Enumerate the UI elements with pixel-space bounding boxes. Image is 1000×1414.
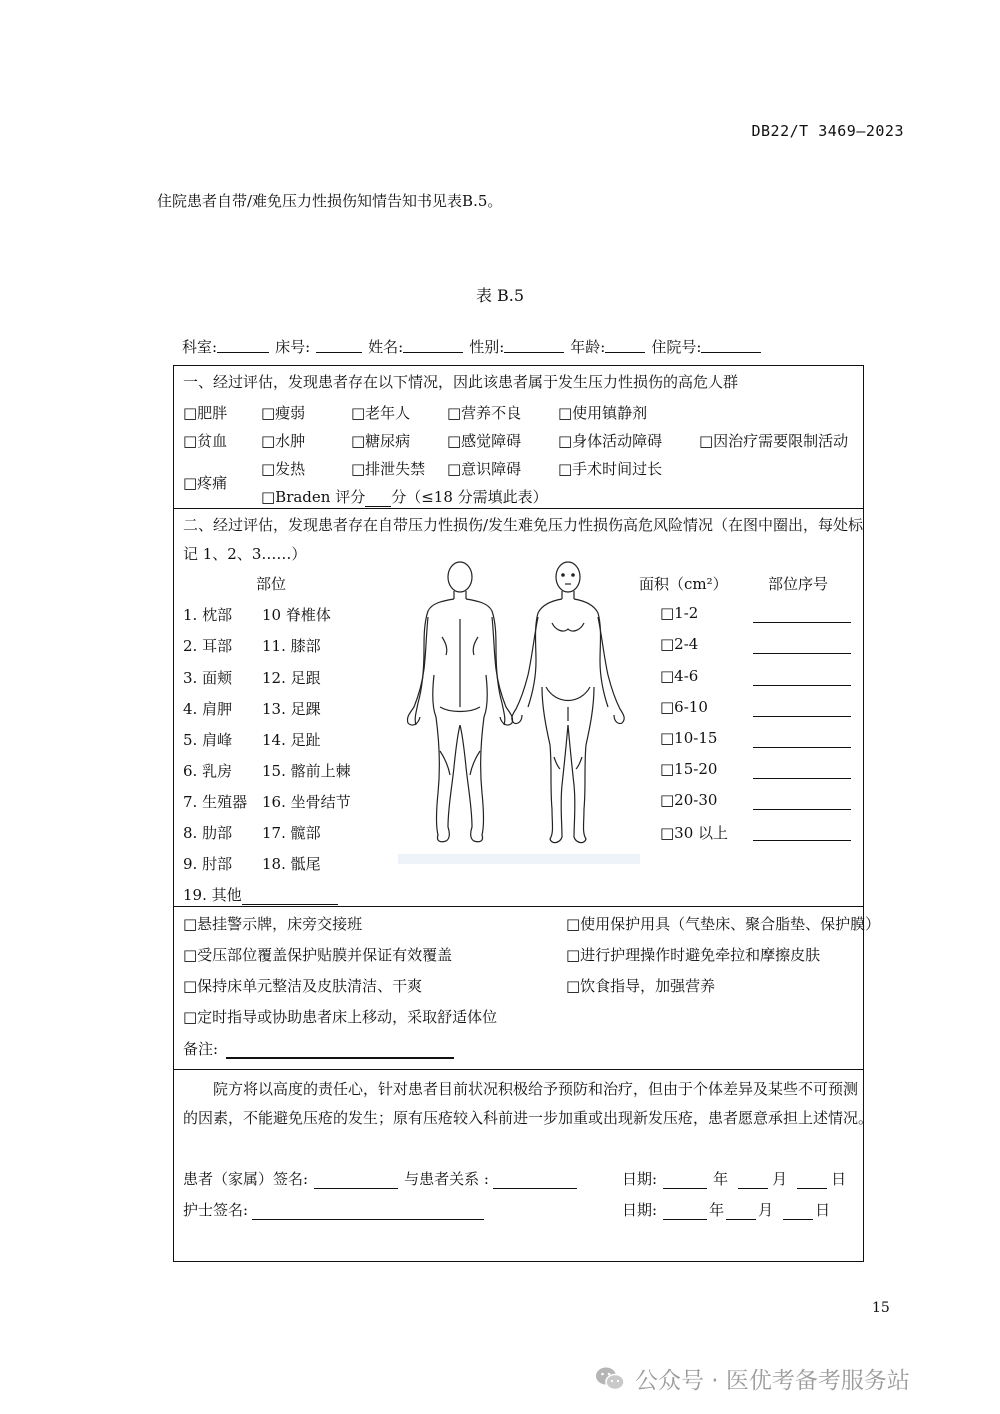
wechat-icon	[595, 1366, 625, 1392]
seq-blank[interactable]	[753, 670, 851, 686]
watermark	[595, 1362, 910, 1395]
site-item: 11. 膝部	[262, 637, 321, 655]
option-thin[interactable]: □瘦弱	[261, 404, 306, 422]
site-item: 5. 肩峰	[183, 731, 233, 749]
risk-factors-section	[174, 366, 863, 509]
measure-option[interactable]: □定时指导或协助患者床上移动，采取舒适体位	[183, 1008, 498, 1026]
seq-blank[interactable]	[753, 825, 851, 841]
relation-blank[interactable]	[493, 1173, 577, 1189]
nurse-signature-row	[183, 1199, 484, 1220]
seq-blank[interactable]	[753, 763, 851, 779]
dept-label: 科室:	[182, 338, 218, 356]
option-incontinence[interactable]: □排泄失禁	[351, 460, 426, 478]
option-activity-limit[interactable]: □因治疗需要限制活动	[699, 432, 849, 450]
body-front-view	[512, 562, 624, 843]
informed-consent-form	[173, 365, 881, 1262]
bed-blank[interactable]	[316, 336, 362, 353]
page-number: 15	[872, 1300, 890, 1316]
bed-label: 床号:	[275, 338, 311, 356]
date-label: 日期:	[622, 1170, 658, 1188]
site-header: 部位	[256, 575, 287, 593]
site-item: 18. 骶尾	[262, 855, 321, 873]
braden-label: □Braden 评分	[261, 488, 366, 506]
section2-title-line1: 二、经过评估，发现患者存在自带压力性损伤/发生难免压力性损伤高危风险情况（在图中圈出，每处标	[183, 516, 864, 534]
nurse-sign-label: 护士签名:	[183, 1201, 249, 1219]
site-item: 13. 足踝	[262, 700, 321, 718]
day-label: 日	[815, 1201, 831, 1219]
site-item: 9. 肘部	[183, 855, 233, 873]
day-label: 日	[831, 1170, 847, 1188]
option-fever[interactable]: □发热	[261, 460, 306, 478]
statement-line2: 的因素，不能避免压疮的发生；原有压疮较入科前进一步加重或出现新发压疮，患者愿意承担上述情况。	[183, 1109, 874, 1127]
option-malnutrition[interactable]: □营养不良	[447, 404, 522, 422]
option-surgery-time[interactable]: □手术时间过长	[558, 460, 663, 478]
month-blank[interactable]	[738, 1173, 768, 1189]
option-elderly[interactable]: □老年人	[351, 404, 411, 422]
option-obesity[interactable]: □肥胖	[183, 404, 228, 422]
patient-sign-label: 患者（家属）签名:	[183, 1170, 309, 1188]
document-code: DB22/T 3469—2023	[751, 122, 904, 140]
remark-blank[interactable]	[226, 1042, 454, 1059]
braden-score[interactable]	[261, 486, 548, 507]
watermark-text: 公众号 · 医优考备考服务站	[635, 1368, 910, 1394]
site-other[interactable]	[183, 884, 338, 905]
patient-signature-row	[183, 1168, 577, 1189]
site-item: 1. 枕部	[183, 606, 233, 624]
site-item: 10 脊椎体	[262, 606, 331, 624]
month-label: 月	[772, 1170, 788, 1188]
braden-note: 分（≤18 分需填此表）	[391, 488, 548, 506]
intro-text: 住院患者自带/难免压力性损伤知情告知书见表B.5。	[157, 192, 503, 210]
site-other-blank[interactable]	[242, 889, 338, 905]
option-consciousness[interactable]: □意识障碍	[447, 460, 522, 478]
option-mobility[interactable]: □身体活动障碍	[558, 432, 663, 450]
day-blank[interactable]	[797, 1173, 827, 1189]
admission-blank[interactable]	[701, 336, 761, 353]
admission-label: 住院号:	[651, 338, 702, 356]
nurse-sign-blank[interactable]	[252, 1204, 484, 1220]
consent-statement-section	[174, 1070, 874, 1263]
option-sedative[interactable]: □使用镇静剂	[558, 404, 648, 422]
site-item: 7. 生殖器	[183, 793, 248, 811]
option-pain[interactable]: □疼痛	[183, 474, 228, 492]
body-diagram[interactable]	[396, 557, 642, 857]
patient-sign-blank[interactable]	[314, 1173, 398, 1189]
area-option[interactable]: □2-4	[660, 635, 699, 653]
area-option[interactable]: □6-10	[660, 698, 708, 716]
option-edema[interactable]: □水肿	[261, 432, 306, 450]
year-blank[interactable]	[663, 1204, 707, 1220]
year-label: 年	[709, 1201, 725, 1219]
option-sensory[interactable]: □感觉障碍	[447, 432, 522, 450]
seq-blank[interactable]	[753, 701, 851, 717]
age-blank[interactable]	[605, 336, 645, 353]
area-option[interactable]: □4-6	[660, 667, 699, 685]
measure-option[interactable]: □使用保护用具（气垫床、聚合脂垫、保护膜）	[566, 915, 881, 933]
measure-option[interactable]: □进行护理操作时避免牵拉和摩擦皮肤	[566, 946, 821, 964]
seq-header: 部位序号	[768, 575, 829, 593]
area-option[interactable]: □15-20	[660, 760, 718, 778]
patient-date-row	[622, 1168, 846, 1189]
measure-option[interactable]: □饮食指导，加强营养	[566, 977, 716, 995]
name-label: 姓名:	[368, 338, 404, 356]
site-other-label: 19. 其他	[183, 886, 242, 904]
area-header: 面积（cm²）	[639, 575, 728, 593]
month-label: 月	[758, 1201, 774, 1219]
area-option[interactable]: □1-2	[660, 604, 699, 622]
section2-title-line2: 记 1、2、3……）	[183, 545, 307, 563]
site-item: 8. 肋部	[183, 824, 233, 842]
option-anemia[interactable]: □贫血	[183, 432, 228, 450]
remark-row	[183, 1038, 454, 1059]
braden-blank[interactable]	[365, 491, 391, 507]
relation-label: 与患者关系 :	[404, 1170, 489, 1188]
site-item: 17. 髋部	[262, 824, 321, 842]
year-blank[interactable]	[663, 1173, 707, 1189]
measure-option[interactable]: □受压部位覆盖保护贴膜并保证有效覆盖	[183, 946, 453, 964]
name-blank[interactable]	[403, 336, 463, 353]
option-diabetes[interactable]: □糖尿病	[351, 432, 411, 450]
dept-blank[interactable]	[217, 336, 269, 353]
gender-label: 性别:	[469, 338, 505, 356]
seq-blank[interactable]	[753, 638, 851, 654]
site-item: 14. 足趾	[262, 731, 321, 749]
area-option[interactable]: □10-15	[660, 729, 718, 747]
area-option[interactable]: □20-30	[660, 791, 718, 809]
measure-option[interactable]: □悬挂警示牌，床旁交接班	[183, 915, 363, 933]
site-item: 6. 乳房	[183, 762, 233, 780]
body-back-view	[407, 562, 512, 842]
site-item: 4. 肩胛	[183, 700, 233, 718]
site-item: 2. 耳部	[183, 637, 233, 655]
seq-blank[interactable]	[753, 732, 851, 748]
patient-info-line	[182, 336, 767, 357]
injury-site-section	[174, 509, 863, 907]
statement-line1: 院方将以高度的责任心，针对患者目前状况积极给予预防和治疗，但由于个体差异及某些不可预测	[213, 1080, 859, 1098]
area-option[interactable]: □30 以上	[660, 824, 729, 842]
site-item: 15. 髂前上棘	[262, 762, 351, 780]
seq-blank[interactable]	[753, 607, 851, 623]
age-label: 年龄:	[570, 338, 606, 356]
section1-title: 一、经过评估，发现患者存在以下情况，因此该患者属于发生压力性损伤的高危人群	[183, 373, 739, 391]
seq-blank[interactable]	[753, 794, 851, 810]
remark-label: 备注:	[183, 1040, 219, 1058]
nurse-date-row	[622, 1199, 830, 1220]
site-item: 12. 足跟	[262, 669, 321, 687]
year-label: 年	[713, 1170, 729, 1188]
measure-option[interactable]: □保持床单元整洁及皮肤清洁、干爽	[183, 977, 423, 995]
nursing-measures-section	[174, 907, 881, 1070]
day-blank[interactable]	[783, 1204, 813, 1220]
month-blank[interactable]	[726, 1204, 756, 1220]
gender-blank[interactable]	[504, 336, 564, 353]
date-label: 日期:	[622, 1201, 658, 1219]
site-item: 16. 坐骨结节	[262, 793, 351, 811]
table-title: 表 B.5	[475, 286, 525, 305]
site-item: 3. 面颊	[183, 669, 233, 687]
